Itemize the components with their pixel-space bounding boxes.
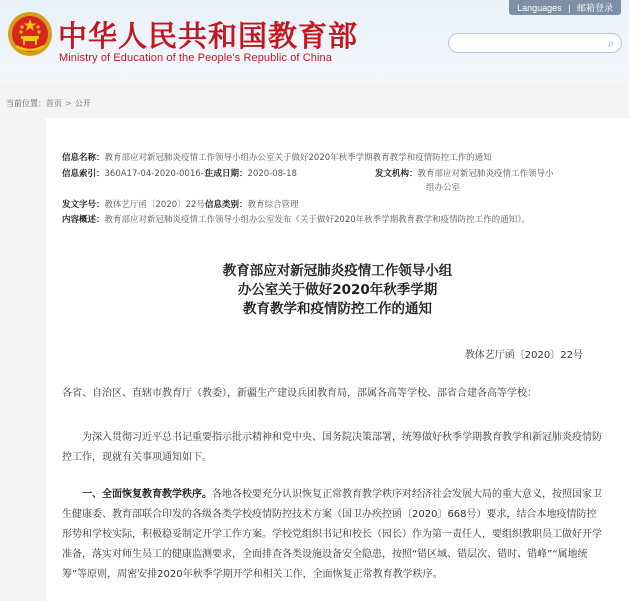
section-1-paragraph <box>62 485 602 585</box>
breadcrumb-label: 当前位置： <box>6 99 46 108</box>
top-links <box>509 0 621 15</box>
document-number: 教体艺厅函〔2020〕22号 <box>464 350 583 361</box>
meta-category-label: 信息类别： <box>205 200 248 210</box>
addressee-paragraph: 各省、自治区、直辖市教育厅（教委），新疆生产建设兵团教育局，部属各高等学校、部省合建各高等学校： <box>62 388 537 399</box>
site-subtitle: Ministry of Education of the People's Republic of China <box>59 52 332 64</box>
breadcrumb-public[interactable]: 公开 <box>74 99 91 108</box>
title-line-2: 办公室关于做好2020年秋季学期 <box>237 282 438 298</box>
meta-index-label: 信息索引： <box>62 169 105 179</box>
site-title[interactable]: 中华人民共和国教育部 <box>58 19 359 53</box>
meta-org-row <box>375 167 554 179</box>
breadcrumb <box>6 98 91 109</box>
document-panel <box>46 118 629 601</box>
meta-index-value: 360A17-04-2020-0016-1 <box>104 169 210 179</box>
site-header <box>0 0 629 84</box>
search-icon[interactable]: ⌕ <box>607 36 615 50</box>
meta-summary-label: 内容概述： <box>62 215 105 225</box>
breadcrumb-home[interactable]: 首页 <box>46 99 62 108</box>
link-separator: | <box>568 3 571 13</box>
meta-date-label: 生成日期： <box>205 169 248 179</box>
meta-summary-row <box>62 213 530 225</box>
meta-category-value: 教育综合管理 <box>247 200 299 210</box>
meta-name-row <box>62 151 492 163</box>
meta-date-row <box>205 167 297 179</box>
meta-org-row-2 <box>426 181 460 193</box>
section-1-body: 各地各校要充分认识恢复正常教育教学秩序对经济社会发展大局的重大意义，按照国家卫生健康委、教育部联合印发的各级各类学校疫情防控技术方案（国卫办疾控函〔2020〕668号）要求，结合本地疫情防控形势和学校实际，积极稳妥制定开学工作方案。学校党组织书记和校长（园长）作为第一责任人，要组织教职员工做好开学准备，落实对师生员工的健康监测要求，全面排查各类设施设备安全隐患，按照“错区域、错层次、错时、错峰”“属地统筹”等原则，周密安排2020年秋季学期开学和相关工作，全面恢复正常教育教学秩序。 <box>62 489 602 580</box>
mailbox-login-link[interactable]: 邮箱登录 <box>576 3 613 13</box>
national-emblem-icon[interactable] <box>6 10 54 58</box>
meta-org-value-cont: 组办公室 <box>426 183 461 193</box>
meta-name-label: 信息名称： <box>62 153 105 163</box>
title-line-3: 教育教学和疫情防控工作的通知 <box>243 301 432 317</box>
meta-org-label: 发文机构： <box>375 169 418 179</box>
document-title <box>46 262 629 319</box>
languages-link[interactable]: Languages <box>517 3 562 13</box>
intro-paragraph: 为深入贯彻习近平总书记重要指示批示精神和党中央、国务院决策部署，统筹做好秋季学期教育教学和新冠肺炎疫情防控工作，现就有关事项通知如下。 <box>62 432 602 463</box>
breadcrumb-separator: > <box>65 99 72 108</box>
meta-date-value: 2020-08-18 <box>247 169 297 179</box>
meta-org-value: 教育部应对新冠肺炎疫情工作领导小 <box>417 169 554 179</box>
meta-name-value: 教育部应对新冠肺炎疫情工作领导小组办公室关于做好2020年秋季学期教育教学和疫情防控工作的通知 <box>104 153 492 163</box>
section-1-heading: 一、全面恢复教育教学秩序。 <box>82 489 212 500</box>
meta-docnum-label: 发文字号： <box>62 200 105 210</box>
meta-docnum-row <box>62 198 205 210</box>
meta-summary-value: 教育部应对新冠肺炎疫情工作领导小组办公室发布《关于做好2020年秋季学期教育教学和疫情防控工作的通知》。 <box>104 215 530 225</box>
meta-docnum-value: 教体艺厅函〔2020〕22号 <box>104 200 205 210</box>
title-line-1: 教育部应对新冠肺炎疫情工作领导小组 <box>222 263 453 279</box>
meta-category-row <box>205 198 299 210</box>
search-input[interactable] <box>448 33 622 53</box>
meta-index-row <box>62 167 209 179</box>
